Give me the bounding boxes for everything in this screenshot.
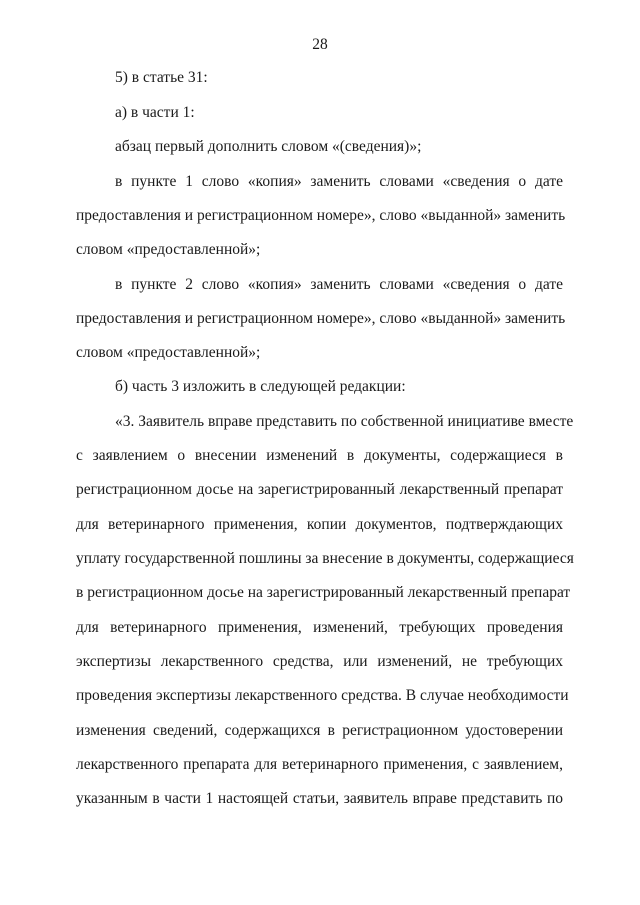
text-line: уплату государственной пошлины за внесение в документы, содержащиеся — [76, 550, 574, 567]
text-line: изменения сведений, содержащихся в регистрационном удостоверении — [76, 722, 563, 739]
text-line: абзац первый дополнить словом «(сведения)»; — [115, 138, 422, 155]
text-line: 5) в статье 31: — [115, 69, 208, 86]
text-line: б) часть 3 изложить в следующей редакции: — [115, 378, 406, 395]
text-line: предоставления и регистрационном номере», слово «выданной» заменить — [76, 310, 566, 327]
text-line: регистрационном досье на зарегистрированный лекарственный препарат — [76, 481, 563, 498]
text-line: в пункте 2 слово «копия» заменить словами «сведения о дате — [115, 276, 563, 293]
text-line: указанным в части 1 настоящей статьи, заявитель вправе представить по — [76, 790, 563, 807]
text-line: для ветеринарного применения, копии документов, подтверждающих — [76, 516, 563, 533]
text-line: проведения экспертизы лекарственного средства. В случае необходимости — [76, 687, 569, 704]
text-line: словом «предоставленной»; — [76, 344, 261, 361]
page-number: 28 — [312, 36, 328, 53]
text-line: экспертизы лекарственного средства, или изменений, не требующих — [76, 653, 563, 670]
text-line: а) в части 1: — [115, 104, 195, 121]
text-line: в регистрационном досье на зарегистрированный лекарственный препарат — [76, 584, 571, 601]
text-line: лекарственного препарата для ветеринарного применения, с заявлением, — [76, 756, 563, 773]
text-line: в пункте 1 слово «копия» заменить словами «сведения о дате — [115, 173, 563, 190]
text-line: с заявлением о внесении изменений в документы, содержащиеся в — [76, 447, 563, 464]
text-line: для ветеринарного применения, изменений, требующих проведения — [76, 619, 563, 636]
text-line: словом «предоставленной»; — [76, 241, 261, 258]
text-line: «3. Заявитель вправе представить по собственной инициативе вместе — [115, 413, 574, 430]
text-line: предоставления и регистрационном номере», слово «выданной» заменить — [76, 207, 566, 224]
